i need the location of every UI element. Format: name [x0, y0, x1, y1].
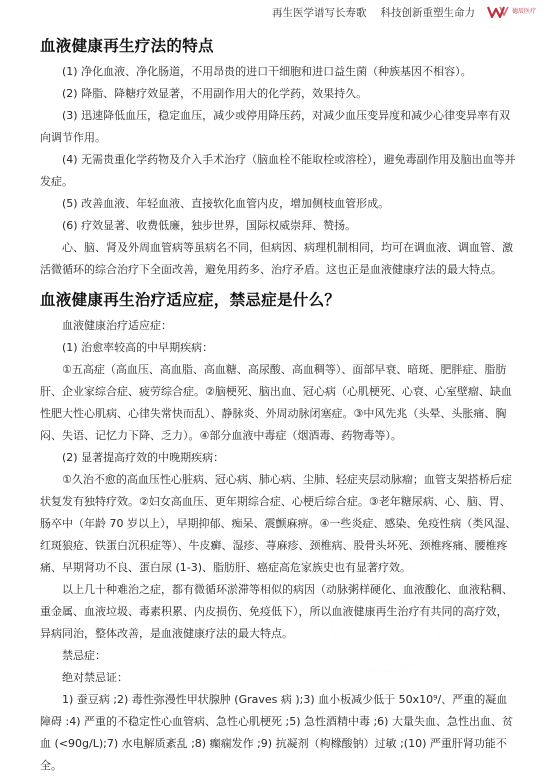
page-header	[0, 0, 548, 24]
indication-subheading: (1) 治愈率较高的中早期疾病：	[62, 341, 214, 354]
indications-heading: 血液健康治疗适应症：	[62, 319, 172, 332]
header-slogan-2: 科技创新重塑生命力	[380, 6, 475, 19]
watermark-seal	[330, 560, 442, 672]
absolute-contraindications-heading: 绝对禁忌证：	[62, 671, 128, 684]
feature-item: (3) 迅速降低血压，稳定血压，减少或停用降压药，对减少血压变异度和减少心律变异率有双向调节作用。	[40, 109, 511, 144]
contraindications-heading: 禁忌症：	[62, 649, 106, 662]
feature-item: (5) 改善血液、年轻血液、直接软化血管内皮，增加侧枝血管形成。	[62, 197, 390, 210]
indication-summary: 以上几十种难治之症，都有微循环淤滞等相似的病因（动脉粥样硬化、血液酸化、血液粘稠、重金属、血液垃圾、毒素积累、内皮损伤、免疫低下），所以血液健康再生治疗有共同的高疗效，异病同治，整体改善，是血液健康疗法的最大特点。	[40, 583, 513, 640]
feature-summary: 心、脑、肾及外周血管病等虽病名不同，但病因、病理机制相同，均可在调血液、调血管、激活微循环的综合治疗下全面改善，避免用药多、治疗矛盾。这也正是血液健康疗法的最大特点。	[40, 241, 513, 276]
indication-paragraph: ①久治不愈的高血压性心脏病、冠心病、肺心病、尘肺、轻症夹层动脉瘤；血管支架搭桥后症状复发有独特疗效。②妇女高血压、更年期综合症、心梗后综合症。③老年糖尿病、心、脑、胃、肠卒中（年龄 70 岁以上），早期抑郁、痴呆、震颤麻痹。④一些炎症、感染、免疫性病（类风湿、红斑狼疮、铁蛋白沉积症等）、牛皮癣、湿疹、荨麻疹、颈椎病、股骨头坏死、颈椎疼痛、腰椎疼痛、早期肾功不良、蛋白尿 (1-3)、脂肪肝、癌症高危家族史也有显著疗效。	[40, 473, 517, 574]
indication-subheading: (2) 显著提高疗效的中晚期疾病：	[62, 451, 225, 464]
section-title-features: 血液健康再生疗法的特点	[40, 37, 214, 55]
brand-logo	[487, 5, 536, 19]
brand-logo-text: 德辰医疗	[511, 7, 536, 15]
features-list	[40, 61, 518, 281]
contraindications-paragraph: 1) 蚕豆病 ;2) 毒性弥漫性甲状腺肿 (Graves 病 );3) 血小板减少低于 50x10⁹/、严重的凝血障碍 :4) 严重的不稳定性心血管病、急性心肌梗死 ;5) 急性酒精中毒 ;6) 大量失血、急性出血、贫血 (<90g/L);7) 水电解质紊乱 ;8) 癫痫发作 ;9) 抗凝剂（枸橼酸钠）过敏 ;(10) 严重肝肾功能不全。	[40, 693, 513, 772]
feature-item: (1) 净化血液、净化肠道，不用昂贵的进口干细胞和进口益生菌（种族基因不相容）。	[62, 65, 472, 78]
indication-paragraph: ①五高症（高血压、高血脂、高血糖、高尿酸、高血稠等）、面部早衰、暗斑、肥胖症、脂肪肝、企业家综合症、疲劳综合症。②脑梗死、脑出血、冠心病（心肌梗死、心衰、心室壁瘤、缺血性肥大性心肌病、心律失常快而乱）、静脉炎、外周动脉闭塞症。③中风先兆（头晕、头胀痛、胸闷、失语、记忆力下降、乏力）。④部分血液中毒症（烟酒毒、药物毒等）。	[40, 363, 512, 442]
feature-item: (6) 疗效显著、收费低廉，独步世界，国际权威崇拜、赞扬。	[62, 219, 357, 232]
header-slogan-1: 再生医学谱写长寿歌	[271, 6, 367, 19]
section-title-indications: 血液健康再生治疗适应症，禁忌症是什么？	[40, 291, 341, 309]
brand-logo-icon	[487, 5, 509, 19]
feature-item: (2) 降脂、降糖疗效显著，不用副作用大的化学药，效果持久。	[62, 87, 368, 100]
indications-list	[40, 315, 518, 777]
feature-item: (4) 无需贵重化学药物及介入手术治疗（脑血栓不能取栓或溶栓），避免毒副作用及脑出血等并发症。	[40, 153, 516, 188]
